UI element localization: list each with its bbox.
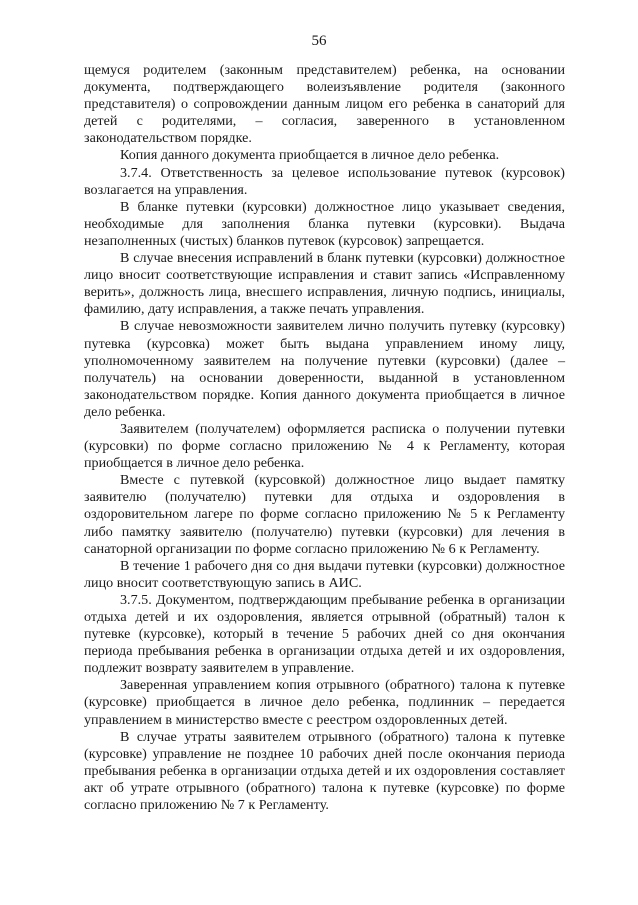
- paragraph: 3.7.5. Документом, подтверждающим пребывание ребенка в организации отдыха детей и их оздоровления, является отрывной (обратный) талон к путевке (курсовке), который в течение 5 рабочих дней со дня окончания периода пребывания ребенка в организации отдыха детей и их оздоровления, подлежит возврату заявителем в управление.: [84, 591, 565, 677]
- paragraph: Вместе с путевкой (курсовкой) должностное лицо выдает памятку заявителю (получателю) путевки для отдыха и оздоровления в оздоровительном лагере по форме согласно приложению № 5 к Регламенту либо памятку заявителю (получателю) путевки (курсовки) для лечения в санаторной организации по форме согласно приложению № 6 к Регламенту.: [84, 472, 565, 557]
- paragraph: В случае внесения исправлений в бланк путевки (курсовки) должностное лицо вносит соответствующие исправления и ставит запись «Исправленному верить», должность лица, внесшего исправления, личную подпись, инициалы, фамилию, дату исправления, а также печать управления.: [84, 250, 565, 318]
- paragraph: щемуся родителем (законным представителем) ребенка, на основании документа, подтверждающего волеизъявление родителя (законного представителя) о сопровождении данным лицом его ребенка в санаторий для детей с родителями, – согласия, заверенного в установленном законодательством порядке.: [84, 62, 565, 147]
- page-number: 56: [311, 33, 327, 49]
- paragraph: В течение 1 рабочего дня со дня выдачи путевки (курсовки) должностное лицо вносит соответствующую запись в АИС.: [84, 557, 565, 591]
- paragraph: Заявителем (получателем) оформляется расписка о получении путевки (курсовки) по форме согласно приложению № 4 к Регламенту, которая приобщается в личное дело ребенка.: [84, 420, 565, 472]
- paragraph: Заверенная управлением копия отрывного (обратного) талона к путевке (курсовке) приобщается в личное дело ребенка, подлинник – передается управлением в министерство вместе с реестром оздоровленных детей.: [84, 677, 565, 728]
- paragraph: 3.7.4. Ответственность за целевое использование путевок (курсовок) возлагается на управления.: [84, 164, 565, 198]
- document-body: [84, 62, 565, 814]
- paragraph: В случае невозможности заявителем лично получить путевку (курсовку) путевка (курсовка) может быть выдана управлением иному лицу, уполномоченному заявителем на получение путевки (курсовки) (далее – получатель) на основании доверенности, выданной в установленном законодательством порядке. Копия данного документа приобщается в личное дело ребенка.: [84, 318, 565, 420]
- paragraph: Копия данного документа приобщается в личное дело ребенка.: [120, 147, 500, 164]
- paragraph: В бланке путевки (курсовки) должностное лицо указывает сведения, необходимые для заполнения бланка путевки (курсовки). Выдача незаполненных (чистых) бланков путевок (курсовок) запрещается.: [84, 198, 565, 249]
- paragraph: В случае утраты заявителем отрывного (обратного) талона к путевке (курсовке) управление не позднее 10 рабочих дней после окончания периода пребывания ребенка в организации отдыха детей и их оздоровления составляет акт об утрате отрывного (обратного) талона к путевке (курсовке) по форме согласно приложению № 7 к Регламенту.: [84, 728, 565, 814]
